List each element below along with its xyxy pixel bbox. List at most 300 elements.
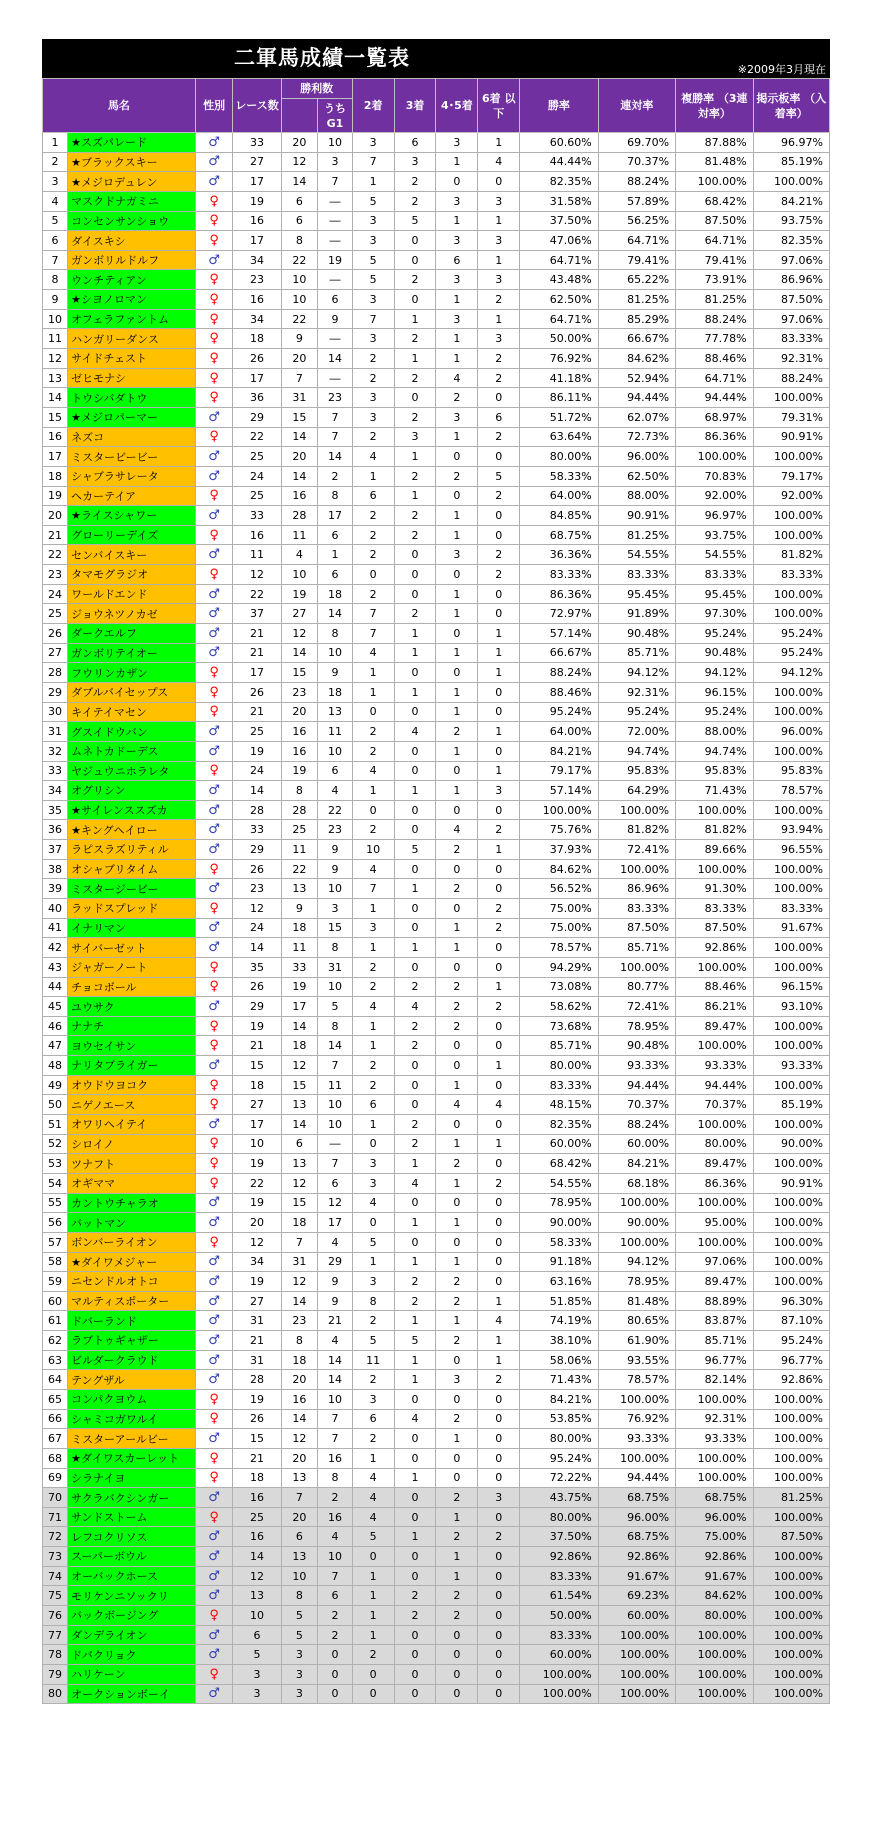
win-rate-cell: 60.60% bbox=[520, 133, 598, 153]
name-cell: ラブトゥギャザー bbox=[68, 1331, 196, 1351]
races-cell: 26 bbox=[233, 349, 281, 369]
name-cell: バックボージング bbox=[68, 1606, 196, 1626]
sixth-below-cell: 2 bbox=[478, 898, 520, 918]
no-cell: 65 bbox=[43, 1390, 68, 1410]
table-row bbox=[43, 1645, 830, 1665]
place-rate-cell: 62.50% bbox=[598, 466, 675, 486]
fourth-fifth-cell: 0 bbox=[436, 1468, 478, 1488]
place-rate-cell: 54.55% bbox=[598, 545, 675, 565]
show-rate-cell: 79.41% bbox=[676, 250, 753, 270]
races-cell: 29 bbox=[233, 407, 281, 427]
board-rate-cell: 100.00% bbox=[753, 1468, 829, 1488]
wins-cell: 20 bbox=[281, 447, 318, 467]
win-rate-cell: 73.08% bbox=[520, 977, 598, 997]
name-cell: ★シヨノロマン bbox=[68, 290, 196, 310]
no-cell: 49 bbox=[43, 1075, 68, 1095]
win-rate-cell: 43.48% bbox=[520, 270, 598, 290]
table-row bbox=[43, 1350, 830, 1370]
third-cell: 1 bbox=[394, 349, 436, 369]
win-rate-cell: 57.14% bbox=[520, 781, 598, 801]
place-rate-cell: 90.91% bbox=[598, 506, 675, 526]
place-rate-cell: 95.45% bbox=[598, 584, 675, 604]
races-cell: 12 bbox=[233, 898, 281, 918]
second-cell: 2 bbox=[352, 722, 394, 742]
place-rate-cell: 60.00% bbox=[598, 1606, 675, 1626]
board-rate-cell: 100.00% bbox=[753, 1390, 829, 1410]
third-cell: 1 bbox=[394, 1252, 436, 1272]
show-rate-cell: 88.46% bbox=[676, 349, 753, 369]
g1-wins-cell: 17 bbox=[318, 1213, 353, 1233]
place-rate-cell: 78.95% bbox=[598, 1272, 675, 1292]
sex-cell: ♂ bbox=[195, 722, 233, 742]
name-cell: ミスターアールビー bbox=[68, 1429, 196, 1449]
second-cell: 11 bbox=[352, 1350, 394, 1370]
place-rate-cell: 69.70% bbox=[598, 133, 675, 153]
place-rate-cell: 64.29% bbox=[598, 781, 675, 801]
show-rate-cell: 68.97% bbox=[676, 407, 753, 427]
races-cell: 22 bbox=[233, 427, 281, 447]
table-row bbox=[43, 1213, 830, 1233]
fourth-fifth-cell: 2 bbox=[436, 466, 478, 486]
wins-cell: 15 bbox=[281, 663, 318, 683]
as-of-note: ※2009年3月現在 bbox=[737, 63, 826, 76]
sex-cell: ♂ bbox=[195, 918, 233, 938]
third-cell: 1 bbox=[394, 1213, 436, 1233]
show-rate-cell: 89.47% bbox=[676, 1272, 753, 1292]
fourth-fifth-cell: 3 bbox=[436, 133, 478, 153]
sex-cell: ♀ bbox=[195, 761, 233, 781]
no-cell: 23 bbox=[43, 565, 68, 585]
name-cell: ★キングヘイロー bbox=[68, 820, 196, 840]
board-rate-cell: 81.82% bbox=[753, 545, 829, 565]
results-table bbox=[42, 78, 830, 1704]
no-cell: 1 bbox=[43, 133, 68, 153]
table-row bbox=[43, 938, 830, 958]
wins-cell: 14 bbox=[281, 643, 318, 663]
no-cell: 59 bbox=[43, 1272, 68, 1292]
table-row bbox=[43, 1331, 830, 1351]
table-row bbox=[43, 1370, 830, 1390]
place-rate-cell: 52.94% bbox=[598, 368, 675, 388]
g1-wins-cell: 9 bbox=[318, 663, 353, 683]
second-cell: 1 bbox=[352, 1586, 394, 1606]
fourth-fifth-cell: 1 bbox=[436, 643, 478, 663]
fourth-fifth-cell: 0 bbox=[436, 1390, 478, 1410]
place-rate-cell: 90.00% bbox=[598, 1213, 675, 1233]
no-cell: 40 bbox=[43, 898, 68, 918]
win-rate-cell: 47.06% bbox=[520, 231, 598, 251]
g1-wins-cell: 9 bbox=[318, 1272, 353, 1292]
sex-cell: ♂ bbox=[195, 624, 233, 644]
g1-wins-cell: 2 bbox=[318, 1606, 353, 1626]
third-cell: 2 bbox=[394, 1606, 436, 1626]
show-rate-cell: 100.00% bbox=[676, 1684, 753, 1704]
wins-cell: 18 bbox=[281, 1036, 318, 1056]
place-rate-cell: 100.00% bbox=[598, 800, 675, 820]
place-rate-cell: 68.75% bbox=[598, 1488, 675, 1508]
wins-cell: 19 bbox=[281, 584, 318, 604]
fourth-fifth-cell: 2 bbox=[436, 1606, 478, 1626]
races-cell: 24 bbox=[233, 466, 281, 486]
board-rate-cell: 100.00% bbox=[753, 1252, 829, 1272]
races-cell: 16 bbox=[233, 1527, 281, 1547]
board-rate-cell: 100.00% bbox=[753, 1586, 829, 1606]
fourth-fifth-cell: 2 bbox=[436, 1291, 478, 1311]
board-rate-cell: 87.10% bbox=[753, 1311, 829, 1331]
place-rate-cell: 84.21% bbox=[598, 1154, 675, 1174]
name-cell: オフェラファントム bbox=[68, 309, 196, 329]
sex-cell: ♂ bbox=[195, 938, 233, 958]
win-rate-cell: 51.72% bbox=[520, 407, 598, 427]
g1-wins-cell: 10 bbox=[318, 643, 353, 663]
races-cell: 22 bbox=[233, 584, 281, 604]
place-rate-cell: 93.33% bbox=[598, 1056, 675, 1076]
show-rate-cell: 97.06% bbox=[676, 1252, 753, 1272]
races-cell: 31 bbox=[233, 1311, 281, 1331]
name-cell: ヘカーテイア bbox=[68, 486, 196, 506]
third-cell: 0 bbox=[394, 1193, 436, 1213]
board-rate-cell: 81.25% bbox=[753, 1488, 829, 1508]
wins-cell: 27 bbox=[281, 604, 318, 624]
sex-cell: ♀ bbox=[195, 977, 233, 997]
wins-cell: 10 bbox=[281, 270, 318, 290]
wins-cell: 28 bbox=[281, 800, 318, 820]
table-row bbox=[43, 486, 830, 506]
second-cell: 2 bbox=[352, 977, 394, 997]
g1-wins-cell: 10 bbox=[318, 1115, 353, 1135]
board-rate-cell: 100.00% bbox=[753, 1606, 829, 1626]
show-rate-cell: 86.36% bbox=[676, 427, 753, 447]
table-row bbox=[43, 584, 830, 604]
third-cell: 1 bbox=[394, 1468, 436, 1488]
second-cell: 2 bbox=[352, 349, 394, 369]
races-cell: 37 bbox=[233, 604, 281, 624]
win-rate-cell: 68.42% bbox=[520, 1154, 598, 1174]
table-row bbox=[43, 997, 830, 1017]
sex-cell: ♂ bbox=[195, 133, 233, 153]
g1-wins-cell: 7 bbox=[318, 1429, 353, 1449]
show-rate-cell: 100.00% bbox=[676, 1625, 753, 1645]
second-cell: 1 bbox=[352, 781, 394, 801]
fourth-fifth-cell: 2 bbox=[436, 1586, 478, 1606]
g1-wins-cell: 16 bbox=[318, 1448, 353, 1468]
place-rate-cell: 66.67% bbox=[598, 329, 675, 349]
table-row bbox=[43, 879, 830, 899]
sex-cell: ♂ bbox=[195, 840, 233, 860]
g1-wins-cell: 6 bbox=[318, 290, 353, 310]
g1-wins-cell: 9 bbox=[318, 1291, 353, 1311]
third-cell: 2 bbox=[394, 368, 436, 388]
no-cell: 38 bbox=[43, 859, 68, 879]
board-rate-cell: 79.31% bbox=[753, 407, 829, 427]
sex-cell: ♂ bbox=[195, 800, 233, 820]
races-cell: 23 bbox=[233, 270, 281, 290]
no-cell: 54 bbox=[43, 1173, 68, 1193]
name-cell: ジャガーノート bbox=[68, 957, 196, 977]
place-rate-cell: 76.92% bbox=[598, 1409, 675, 1429]
second-cell: 5 bbox=[352, 250, 394, 270]
place-rate-cell: 85.29% bbox=[598, 309, 675, 329]
third-cell: 2 bbox=[394, 604, 436, 624]
board-rate-cell: 83.33% bbox=[753, 565, 829, 585]
board-rate-cell: 91.67% bbox=[753, 918, 829, 938]
col-header-races: レース数 bbox=[233, 79, 281, 133]
second-cell: 4 bbox=[352, 643, 394, 663]
races-cell: 16 bbox=[233, 525, 281, 545]
board-rate-cell: 100.00% bbox=[753, 1036, 829, 1056]
races-cell: 27 bbox=[233, 1291, 281, 1311]
board-rate-cell: 100.00% bbox=[753, 682, 829, 702]
g1-wins-cell: 6 bbox=[318, 761, 353, 781]
sex-cell: ♂ bbox=[195, 1311, 233, 1331]
no-cell: 8 bbox=[43, 270, 68, 290]
wins-cell: 12 bbox=[281, 1272, 318, 1292]
races-cell: 21 bbox=[233, 643, 281, 663]
name-cell: スーパーボウル bbox=[68, 1547, 196, 1567]
table-row bbox=[43, 1016, 830, 1036]
sixth-below-cell: 0 bbox=[478, 1586, 520, 1606]
wins-cell: 6 bbox=[281, 191, 318, 211]
col-header-sex: 性別 bbox=[195, 79, 233, 133]
no-cell: 70 bbox=[43, 1488, 68, 1508]
show-rate-cell: 95.24% bbox=[676, 624, 753, 644]
place-rate-cell: 100.00% bbox=[598, 1193, 675, 1213]
board-rate-cell: 100.00% bbox=[753, 1075, 829, 1095]
show-rate-cell: 71.43% bbox=[676, 781, 753, 801]
no-cell: 3 bbox=[43, 172, 68, 192]
second-cell: 0 bbox=[352, 702, 394, 722]
no-cell: 36 bbox=[43, 820, 68, 840]
board-rate-cell: 100.00% bbox=[753, 879, 829, 899]
third-cell: 1 bbox=[394, 1370, 436, 1390]
no-cell: 37 bbox=[43, 840, 68, 860]
fourth-fifth-cell: 1 bbox=[436, 682, 478, 702]
no-cell: 50 bbox=[43, 1095, 68, 1115]
second-cell: 1 bbox=[352, 1252, 394, 1272]
sixth-below-cell: 3 bbox=[478, 270, 520, 290]
place-rate-cell: 69.23% bbox=[598, 1586, 675, 1606]
third-cell: 0 bbox=[394, 545, 436, 565]
no-cell: 14 bbox=[43, 388, 68, 408]
fourth-fifth-cell: 0 bbox=[436, 663, 478, 683]
second-cell: 0 bbox=[352, 565, 394, 585]
wins-cell: 5 bbox=[281, 1606, 318, 1626]
sex-cell: ♀ bbox=[195, 1606, 233, 1626]
third-cell: 0 bbox=[394, 800, 436, 820]
second-cell: 7 bbox=[352, 624, 394, 644]
second-cell: 0 bbox=[352, 800, 394, 820]
second-cell: 10 bbox=[352, 840, 394, 860]
third-cell: 3 bbox=[394, 427, 436, 447]
table-row bbox=[43, 1272, 830, 1292]
no-cell: 45 bbox=[43, 997, 68, 1017]
show-rate-cell: 86.21% bbox=[676, 997, 753, 1017]
no-cell: 48 bbox=[43, 1056, 68, 1076]
show-rate-cell: 90.48% bbox=[676, 643, 753, 663]
g1-wins-cell: 7 bbox=[318, 1056, 353, 1076]
third-cell: 0 bbox=[394, 957, 436, 977]
sex-cell: ♂ bbox=[195, 584, 233, 604]
sex-cell: ♀ bbox=[195, 191, 233, 211]
third-cell: 0 bbox=[394, 231, 436, 251]
show-rate-cell: 70.83% bbox=[676, 466, 753, 486]
board-rate-cell: 100.00% bbox=[753, 800, 829, 820]
third-cell: 3 bbox=[394, 152, 436, 172]
name-cell: キイテイマセン bbox=[68, 702, 196, 722]
fourth-fifth-cell: 0 bbox=[436, 1350, 478, 1370]
place-rate-cell: 60.00% bbox=[598, 1134, 675, 1154]
wins-cell: 31 bbox=[281, 388, 318, 408]
sixth-below-cell: 0 bbox=[478, 584, 520, 604]
show-rate-cell: 92.00% bbox=[676, 486, 753, 506]
table-row bbox=[43, 977, 830, 997]
win-rate-cell: 64.00% bbox=[520, 486, 598, 506]
sixth-below-cell: 3 bbox=[478, 781, 520, 801]
wins-cell: 6 bbox=[281, 211, 318, 231]
races-cell: 10 bbox=[233, 1134, 281, 1154]
show-rate-cell: 92.86% bbox=[676, 938, 753, 958]
win-rate-cell: 73.68% bbox=[520, 1016, 598, 1036]
sex-cell: ♂ bbox=[195, 1645, 233, 1665]
sex-cell: ♂ bbox=[195, 1350, 233, 1370]
show-rate-cell: 89.47% bbox=[676, 1154, 753, 1174]
win-rate-cell: 58.06% bbox=[520, 1350, 598, 1370]
no-cell: 51 bbox=[43, 1115, 68, 1135]
no-cell: 29 bbox=[43, 682, 68, 702]
show-rate-cell: 100.00% bbox=[676, 957, 753, 977]
second-cell: 5 bbox=[352, 1527, 394, 1547]
second-cell: 2 bbox=[352, 1311, 394, 1331]
g1-wins-cell: 3 bbox=[318, 898, 353, 918]
second-cell: 0 bbox=[352, 1134, 394, 1154]
sex-cell: ♂ bbox=[195, 781, 233, 801]
fourth-fifth-cell: 2 bbox=[436, 977, 478, 997]
show-rate-cell: 100.00% bbox=[676, 1232, 753, 1252]
second-cell: 4 bbox=[352, 859, 394, 879]
table-row bbox=[43, 349, 830, 369]
g1-wins-cell: 2 bbox=[318, 1488, 353, 1508]
third-cell: 1 bbox=[394, 938, 436, 958]
g1-wins-cell: ― bbox=[318, 368, 353, 388]
table-body bbox=[43, 133, 830, 1704]
sixth-below-cell: 0 bbox=[478, 800, 520, 820]
third-cell: 0 bbox=[394, 1684, 436, 1704]
g1-wins-cell: 15 bbox=[318, 918, 353, 938]
place-rate-cell: 65.22% bbox=[598, 270, 675, 290]
fourth-fifth-cell: 0 bbox=[436, 172, 478, 192]
second-cell: 1 bbox=[352, 1606, 394, 1626]
win-rate-cell: 37.50% bbox=[520, 211, 598, 231]
fourth-fifth-cell: 0 bbox=[436, 1036, 478, 1056]
sex-cell: ♂ bbox=[195, 506, 233, 526]
third-cell: 0 bbox=[394, 741, 436, 761]
col-header-wins: 勝利数 bbox=[281, 79, 352, 99]
wins-cell: 13 bbox=[281, 1547, 318, 1567]
show-rate-cell: 68.75% bbox=[676, 1488, 753, 1508]
place-rate-cell: 100.00% bbox=[598, 1645, 675, 1665]
third-cell: 2 bbox=[394, 1272, 436, 1292]
board-rate-cell: 93.94% bbox=[753, 820, 829, 840]
sixth-below-cell: 0 bbox=[478, 1448, 520, 1468]
sex-cell: ♂ bbox=[195, 1213, 233, 1233]
show-rate-cell: 70.37% bbox=[676, 1095, 753, 1115]
races-cell: 16 bbox=[233, 211, 281, 231]
g1-wins-cell: 14 bbox=[318, 1350, 353, 1370]
third-cell: 4 bbox=[394, 722, 436, 742]
place-rate-cell: 72.41% bbox=[598, 997, 675, 1017]
second-cell: 4 bbox=[352, 1193, 394, 1213]
no-cell: 32 bbox=[43, 741, 68, 761]
races-cell: 25 bbox=[233, 486, 281, 506]
table-row bbox=[43, 741, 830, 761]
win-rate-cell: 63.64% bbox=[520, 427, 598, 447]
g1-wins-cell: 14 bbox=[318, 1370, 353, 1390]
table-row bbox=[43, 309, 830, 329]
races-cell: 26 bbox=[233, 859, 281, 879]
races-cell: 22 bbox=[233, 1173, 281, 1193]
board-rate-cell: 100.00% bbox=[753, 1232, 829, 1252]
place-rate-cell: 83.33% bbox=[598, 565, 675, 585]
no-cell: 15 bbox=[43, 407, 68, 427]
wins-cell: 7 bbox=[281, 1488, 318, 1508]
place-rate-cell: 93.55% bbox=[598, 1350, 675, 1370]
name-cell: ハンガリーダンス bbox=[68, 329, 196, 349]
col-header-wins-blank bbox=[281, 99, 318, 133]
table-row bbox=[43, 329, 830, 349]
win-rate-cell: 90.00% bbox=[520, 1213, 598, 1233]
wins-cell: 5 bbox=[281, 1625, 318, 1645]
races-cell: 25 bbox=[233, 722, 281, 742]
third-cell: 0 bbox=[394, 1232, 436, 1252]
no-cell: 16 bbox=[43, 427, 68, 447]
third-cell: 6 bbox=[394, 133, 436, 153]
table-row bbox=[43, 1075, 830, 1095]
board-rate-cell: 100.00% bbox=[753, 1645, 829, 1665]
col-header-g1: うち G1 bbox=[318, 99, 353, 133]
fourth-fifth-cell: 1 bbox=[436, 290, 478, 310]
board-rate-cell: 97.06% bbox=[753, 309, 829, 329]
sex-cell: ♂ bbox=[195, 1370, 233, 1390]
board-rate-cell: 87.50% bbox=[753, 290, 829, 310]
no-cell: 9 bbox=[43, 290, 68, 310]
win-rate-cell: 91.18% bbox=[520, 1252, 598, 1272]
g1-wins-cell: 7 bbox=[318, 1154, 353, 1174]
show-rate-cell: 81.25% bbox=[676, 290, 753, 310]
show-rate-cell: 80.00% bbox=[676, 1606, 753, 1626]
g1-wins-cell: 19 bbox=[318, 250, 353, 270]
win-rate-cell: 64.00% bbox=[520, 722, 598, 742]
win-rate-cell: 83.33% bbox=[520, 1625, 598, 1645]
name-cell: ★メジロパーマー bbox=[68, 407, 196, 427]
show-rate-cell: 87.50% bbox=[676, 918, 753, 938]
sixth-below-cell: 1 bbox=[478, 663, 520, 683]
name-cell: ドバーランド bbox=[68, 1311, 196, 1331]
table-row bbox=[43, 506, 830, 526]
no-cell: 42 bbox=[43, 938, 68, 958]
third-cell: 2 bbox=[394, 270, 436, 290]
place-rate-cell: 62.07% bbox=[598, 407, 675, 427]
table-row bbox=[43, 427, 830, 447]
sixth-below-cell: 0 bbox=[478, 388, 520, 408]
second-cell: 6 bbox=[352, 1095, 394, 1115]
win-rate-cell: 58.62% bbox=[520, 997, 598, 1017]
g1-wins-cell: 23 bbox=[318, 820, 353, 840]
wins-cell: 9 bbox=[281, 898, 318, 918]
second-cell: 3 bbox=[352, 1272, 394, 1292]
col-header-second: 2着 bbox=[352, 79, 394, 133]
place-rate-cell: 95.83% bbox=[598, 761, 675, 781]
show-rate-cell: 83.33% bbox=[676, 898, 753, 918]
